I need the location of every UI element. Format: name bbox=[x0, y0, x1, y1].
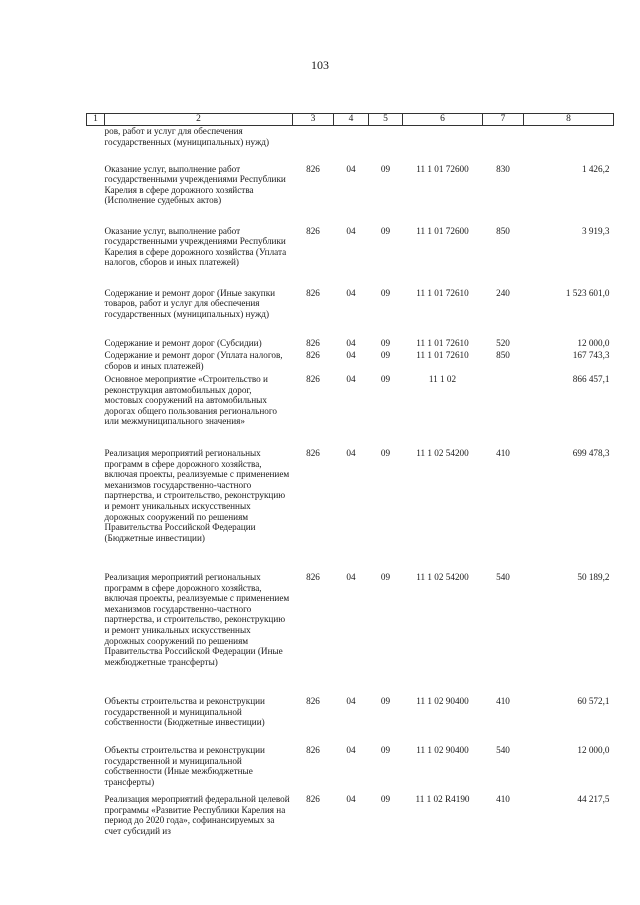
expense-type-cell bbox=[483, 226, 524, 288]
subsection-code-text: 09 bbox=[380, 572, 391, 583]
subsection-code-text: 09 bbox=[380, 794, 391, 805]
ministry-code-cell bbox=[293, 374, 334, 448]
expense-type-text: 850 bbox=[496, 225, 510, 236]
target-article-cell bbox=[403, 374, 483, 448]
amount-cell bbox=[524, 374, 614, 448]
subsection-code-cell bbox=[369, 126, 403, 164]
ministry-code-text: 826 bbox=[306, 350, 320, 361]
target-article-cell bbox=[403, 350, 483, 374]
subsection-code-cell bbox=[369, 350, 403, 374]
column-header: 3 bbox=[293, 114, 334, 126]
section-code-cell bbox=[334, 448, 369, 572]
expense-type-text: 540 bbox=[496, 745, 510, 756]
ministry-code-text: 826 bbox=[306, 794, 320, 805]
ministry-code-cell bbox=[293, 794, 334, 849]
section-code-cell bbox=[334, 572, 369, 696]
row-index-cell bbox=[87, 572, 105, 696]
row-index-cell bbox=[87, 126, 105, 164]
amount-cell bbox=[524, 448, 614, 572]
amount-cell bbox=[524, 164, 614, 226]
expense-type-text: 240 bbox=[496, 287, 510, 298]
table-row bbox=[87, 288, 614, 338]
subsection-code-text: 09 bbox=[380, 696, 391, 707]
item-name-cell bbox=[105, 226, 293, 288]
section-code-cell bbox=[334, 794, 369, 849]
target-article-cell bbox=[403, 448, 483, 572]
amount-text: 167 743,3 bbox=[572, 350, 610, 361]
section-code-cell bbox=[334, 126, 369, 164]
section-code-text: 04 bbox=[346, 696, 356, 707]
expense-type-cell bbox=[483, 374, 524, 448]
expense-type-text: 520 bbox=[496, 337, 510, 348]
row-index-cell bbox=[87, 226, 105, 288]
page-number: 103 bbox=[311, 58, 329, 72]
expense-type-cell bbox=[483, 572, 524, 696]
amount-cell bbox=[524, 350, 614, 374]
row-index-cell bbox=[87, 288, 105, 338]
column-header: 4 bbox=[334, 114, 369, 126]
expense-type-cell bbox=[483, 696, 524, 745]
target-article-text: 11 1 02 90400 bbox=[416, 696, 469, 707]
section-code-text: 04 bbox=[346, 374, 356, 385]
subsection-code-cell bbox=[369, 226, 403, 288]
amount-text: 1 523 601,0 bbox=[565, 287, 610, 298]
item-name-cell bbox=[105, 745, 293, 794]
expense-type-cell bbox=[483, 794, 524, 849]
expense-type-text: 410 bbox=[496, 794, 510, 805]
target-article-text: 11 1 01 72610 bbox=[416, 337, 469, 348]
item-name-text: Реализация мероприятий региональных программ в сфере дорожного хозяйства, включая проекты, реализуемые с применением механизмов государственно-частного партнерства, и строительство, реконструкцию и ремонт уникальных искусственных дорожных сооружений по решениям Правительства Российской Федерации (Бюджетные инвестиции) bbox=[104, 448, 290, 543]
column-header: 6 bbox=[403, 114, 483, 126]
item-name-cell bbox=[105, 448, 293, 572]
target-article-text: 11 1 01 72610 bbox=[416, 350, 469, 361]
expense-type-text: 540 bbox=[496, 572, 510, 583]
target-article-cell bbox=[403, 126, 483, 164]
item-name-text: Содержание и ремонт дорог (Субсидии) bbox=[104, 337, 262, 348]
subsection-code-cell bbox=[369, 288, 403, 338]
expense-type-text: 850 bbox=[496, 350, 510, 361]
amount-cell bbox=[524, 226, 614, 288]
section-code-cell bbox=[334, 338, 369, 351]
subsection-code-text: 09 bbox=[380, 337, 391, 348]
item-name-cell bbox=[105, 338, 293, 351]
item-name-cell bbox=[105, 288, 293, 338]
target-article-cell bbox=[403, 164, 483, 226]
section-code-text: 04 bbox=[346, 225, 356, 236]
target-article-text: 11 1 02 R4190 bbox=[415, 794, 470, 805]
subsection-code-text: 09 bbox=[380, 350, 391, 361]
amount-text: 1 426,2 bbox=[581, 163, 610, 174]
target-article-cell bbox=[403, 338, 483, 351]
row-index-cell bbox=[87, 350, 105, 374]
ministry-code-cell bbox=[293, 572, 334, 696]
section-code-cell bbox=[334, 288, 369, 338]
expense-type-text: 830 bbox=[496, 163, 510, 174]
table-row bbox=[87, 448, 614, 572]
expense-type-cell bbox=[483, 288, 524, 338]
amount-text: 60 572,1 bbox=[577, 696, 610, 707]
target-article-cell bbox=[403, 745, 483, 794]
table-row bbox=[87, 572, 614, 696]
ministry-code-text: 826 bbox=[306, 696, 320, 707]
item-name-text: Реализация мероприятий федеральной целевой программы «Развитие Республики Карелия на период до 2020 года», софинансируемых за счет субсидий из bbox=[104, 794, 290, 836]
ministry-code-cell bbox=[293, 448, 334, 572]
ministry-code-cell bbox=[293, 126, 334, 164]
subsection-code-cell bbox=[369, 164, 403, 226]
amount-cell bbox=[524, 794, 614, 849]
item-name-cell bbox=[105, 572, 293, 696]
amount-text: 12 000,0 bbox=[577, 337, 610, 348]
section-code-text: 04 bbox=[346, 337, 356, 348]
ministry-code-text: 826 bbox=[306, 225, 320, 236]
row-index-cell bbox=[87, 745, 105, 794]
row-index-cell bbox=[87, 448, 105, 572]
table-row bbox=[87, 745, 614, 794]
item-name-cell bbox=[105, 794, 293, 849]
target-article-text: 11 1 01 72600 bbox=[416, 163, 469, 174]
item-name-cell bbox=[105, 374, 293, 448]
section-code-cell bbox=[334, 745, 369, 794]
expense-type-cell bbox=[483, 350, 524, 374]
subsection-code-text: 09 bbox=[380, 374, 391, 385]
expense-type-cell bbox=[483, 448, 524, 572]
amount-cell bbox=[524, 696, 614, 745]
subsection-code-text: 09 bbox=[380, 287, 391, 298]
ministry-code-cell bbox=[293, 338, 334, 351]
table-header-row bbox=[87, 114, 614, 126]
subsection-code-text: 09 bbox=[380, 448, 391, 459]
amount-cell bbox=[524, 126, 614, 164]
subsection-code-cell bbox=[369, 696, 403, 745]
item-name-text: Содержание и ремонт дорог (Уплата налогов, сборов и иных платежей) bbox=[104, 350, 283, 371]
amount-text: 699 478,3 bbox=[572, 448, 610, 459]
target-article-cell bbox=[403, 794, 483, 849]
amount-text: 866 457,1 bbox=[572, 374, 610, 385]
ministry-code-text: 826 bbox=[306, 337, 320, 348]
column-header: 1 bbox=[87, 114, 105, 126]
target-article-text: 11 1 01 72600 bbox=[416, 225, 469, 236]
item-name-text: Оказание услуг, выполнение работ государственными учреждениями Республики Карелия в сфере дорожного хозяйства (Уплата налогов, сборов и иных платежей) bbox=[104, 225, 287, 268]
column-header: 2 bbox=[105, 114, 293, 126]
target-article-text: 11 1 02 90400 bbox=[416, 745, 469, 756]
amount-text: 50 189,2 bbox=[577, 572, 610, 583]
table-row bbox=[87, 164, 614, 226]
item-name-cell bbox=[105, 350, 293, 374]
table-row bbox=[87, 696, 614, 745]
row-index-cell bbox=[87, 338, 105, 351]
target-article-text: 11 1 02 bbox=[428, 374, 457, 385]
subsection-code-cell bbox=[369, 448, 403, 572]
item-name-text: Оказание услуг, выполнение работ государственными учреждениями Республики Карелия в сфере дорожного хозяйства (Исполнение судебных актов) bbox=[104, 163, 286, 206]
table-row bbox=[87, 374, 614, 448]
section-code-cell bbox=[334, 374, 369, 448]
ministry-code-cell bbox=[293, 164, 334, 226]
table-row bbox=[87, 794, 614, 849]
subsection-code-cell bbox=[369, 745, 403, 794]
ministry-code-text: 826 bbox=[306, 374, 320, 385]
table-row bbox=[87, 226, 614, 288]
amount-text: 12 000,0 bbox=[577, 745, 610, 756]
target-article-cell bbox=[403, 572, 483, 696]
section-code-text: 04 bbox=[346, 794, 356, 805]
item-name-cell bbox=[105, 126, 293, 164]
section-code-text: 04 bbox=[346, 287, 356, 298]
row-index-cell bbox=[87, 164, 105, 226]
table-row bbox=[87, 350, 614, 374]
section-code-text: 04 bbox=[346, 350, 356, 361]
target-article-cell bbox=[403, 288, 483, 338]
budget-table bbox=[86, 113, 614, 849]
ministry-code-text: 826 bbox=[306, 745, 320, 756]
subsection-code-cell bbox=[369, 572, 403, 696]
table-body bbox=[87, 126, 614, 850]
column-header: 8 bbox=[524, 114, 614, 126]
section-code-cell bbox=[334, 164, 369, 226]
expense-type-cell bbox=[483, 164, 524, 226]
target-article-text: 11 1 02 54200 bbox=[416, 572, 469, 583]
target-article-text: 11 1 01 72610 bbox=[416, 287, 469, 298]
item-name-text: Объекты строительства и реконструкции государственной и муниципальной собственности (Иные межбюджетные трансферты) bbox=[104, 745, 265, 787]
table-row bbox=[87, 338, 614, 351]
section-code-cell bbox=[334, 226, 369, 288]
row-index-cell bbox=[87, 794, 105, 849]
ministry-code-cell bbox=[293, 350, 334, 374]
section-code-text: 04 bbox=[346, 572, 356, 583]
ministry-code-cell bbox=[293, 696, 334, 745]
section-code-cell bbox=[334, 696, 369, 745]
subsection-code-text: 09 bbox=[380, 745, 391, 756]
subsection-code-cell bbox=[369, 374, 403, 448]
column-header: 5 bbox=[369, 114, 403, 126]
item-name-cell bbox=[105, 164, 293, 226]
item-name-text: Реализация мероприятий региональных программ в сфере дорожного хозяйства, включая проекты, реализуемые с применением механизмов государственно-частного партнерства, и строительство, реконструкцию и ремонт уникальных искусственных дорожных сооружений по решениям Правительства Российской Федерации (Иные межбюджетные трансферты) bbox=[104, 572, 290, 667]
ministry-code-text: 826 bbox=[306, 163, 320, 174]
subsection-code-text: 09 bbox=[380, 163, 391, 174]
ministry-code-cell bbox=[293, 745, 334, 794]
section-code-cell bbox=[334, 350, 369, 374]
item-name-text: ров, работ и услуг для обеспечения государственных (муниципальных) нужд) bbox=[104, 126, 270, 147]
subsection-code-cell bbox=[369, 338, 403, 351]
expense-type-text: 410 bbox=[496, 448, 510, 459]
section-code-text: 04 bbox=[346, 448, 356, 459]
ministry-code-cell bbox=[293, 288, 334, 338]
subsection-code-cell bbox=[369, 794, 403, 849]
ministry-code-text: 826 bbox=[306, 448, 320, 459]
ministry-code-text: 826 bbox=[306, 572, 320, 583]
item-name-cell bbox=[105, 696, 293, 745]
expense-type-cell bbox=[483, 338, 524, 351]
row-index-cell bbox=[87, 696, 105, 745]
row-index-cell bbox=[87, 374, 105, 448]
amount-cell bbox=[524, 288, 614, 338]
expense-type-cell bbox=[483, 126, 524, 164]
expense-type-cell bbox=[483, 745, 524, 794]
item-name-text: Содержание и ремонт дорог (Иные закупки товаров, работ и услуг для обеспечения государственных (муниципальных) нужд) bbox=[104, 287, 276, 319]
target-article-text: 11 1 02 54200 bbox=[416, 448, 469, 459]
column-header: 7 bbox=[483, 114, 524, 126]
ministry-code-text: 826 bbox=[306, 287, 320, 298]
target-article-cell bbox=[403, 226, 483, 288]
amount-text: 3 919,3 bbox=[581, 225, 610, 236]
table-row bbox=[87, 126, 614, 164]
amount-cell bbox=[524, 572, 614, 696]
amount-text: 44 217,5 bbox=[577, 794, 610, 805]
item-name-text: Объекты строительства и реконструкции государственной и муниципальной собственности (Бюджетные инвестиции) bbox=[104, 696, 265, 728]
amount-cell bbox=[524, 338, 614, 351]
section-code-text: 04 bbox=[346, 163, 356, 174]
section-code-text: 04 bbox=[346, 745, 356, 756]
subsection-code-text: 09 bbox=[380, 225, 391, 236]
expense-type-text: 410 bbox=[496, 696, 510, 707]
item-name-text: Основное мероприятие «Строительство и реконструкция автомобильных дорог, мостовых сооружений на автомобильных дорогах общего пользования регионального или межмуниципального значения» bbox=[104, 374, 277, 427]
ministry-code-cell bbox=[293, 226, 334, 288]
amount-cell bbox=[524, 745, 614, 794]
target-article-cell bbox=[403, 696, 483, 745]
